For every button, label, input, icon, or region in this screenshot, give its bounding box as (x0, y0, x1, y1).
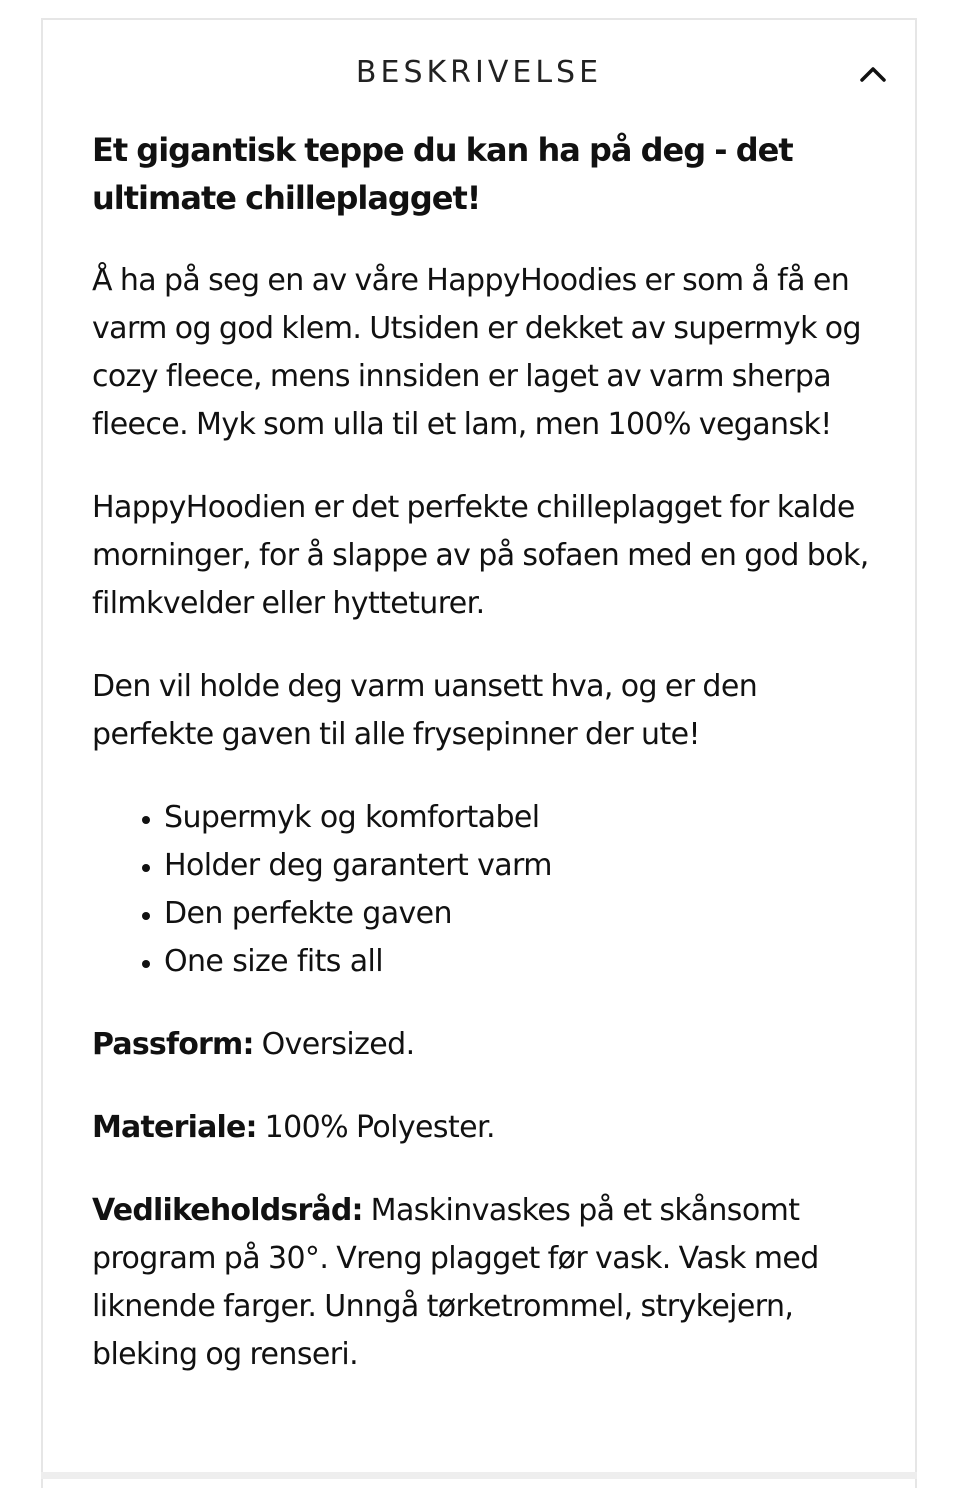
list-item: • One size fits all (164, 938, 882, 986)
spec-fit-label: Passform: (92, 1027, 254, 1062)
spec-care (92, 1187, 882, 1379)
list-item: • Supermyk og komfortabel (164, 794, 882, 842)
chevron-up-icon (859, 65, 887, 83)
spec-care-label: Vedlikeholdsråd: (92, 1193, 363, 1228)
spec-material (92, 1104, 882, 1152)
paragraph-intro: Å ha på seg en av våre HappyHoodies er som å få en varm og god klem. Utsiden er dekket av supermyk og cozy fleece, mens innsiden er laget av varm sherpa fleece. Myk som ulla til et lam, men 100% vegansk! (92, 263, 861, 442)
list-item: • Holder deg garantert varm (164, 842, 882, 890)
paragraph-gift: Den vil holde deg varm uansett hva, og er den perfekte gaven til alle frysepinner der ute! (92, 669, 758, 752)
spec-material-label: Materiale: (92, 1110, 257, 1145)
divider (41, 1472, 917, 1479)
paragraph-usage: HappyHoodien er det perfekte chilleplagget for kalde morninger, for å slappe av på sofaen med en god bok, filmkvelder eller hytteturer. (92, 490, 869, 621)
spec-fit-value: Oversized. (253, 1027, 415, 1062)
description-accordion (41, 18, 917, 1488)
spec-fit (92, 1021, 882, 1069)
feature-list (92, 794, 882, 986)
collapse-button[interactable] (853, 54, 893, 94)
spec-care-value: Maskinvaskes på et skånsomt program på 30°. Vreng plagget før vask. Vask med liknende farger. Unngå tørketrommel, strykejern, bleking og renseri. (92, 1193, 819, 1372)
accordion-title: BESKRIVELSE (355, 55, 603, 90)
list-item: • Den perfekte gaven (164, 890, 882, 938)
spec-material-value: 100% Polyester. (256, 1110, 495, 1145)
description-body (92, 126, 882, 1414)
lead-text: Et gigantisk teppe du kan ha på deg - det ultimate chilleplagget! (92, 131, 793, 217)
accordion-header[interactable] (43, 20, 915, 126)
